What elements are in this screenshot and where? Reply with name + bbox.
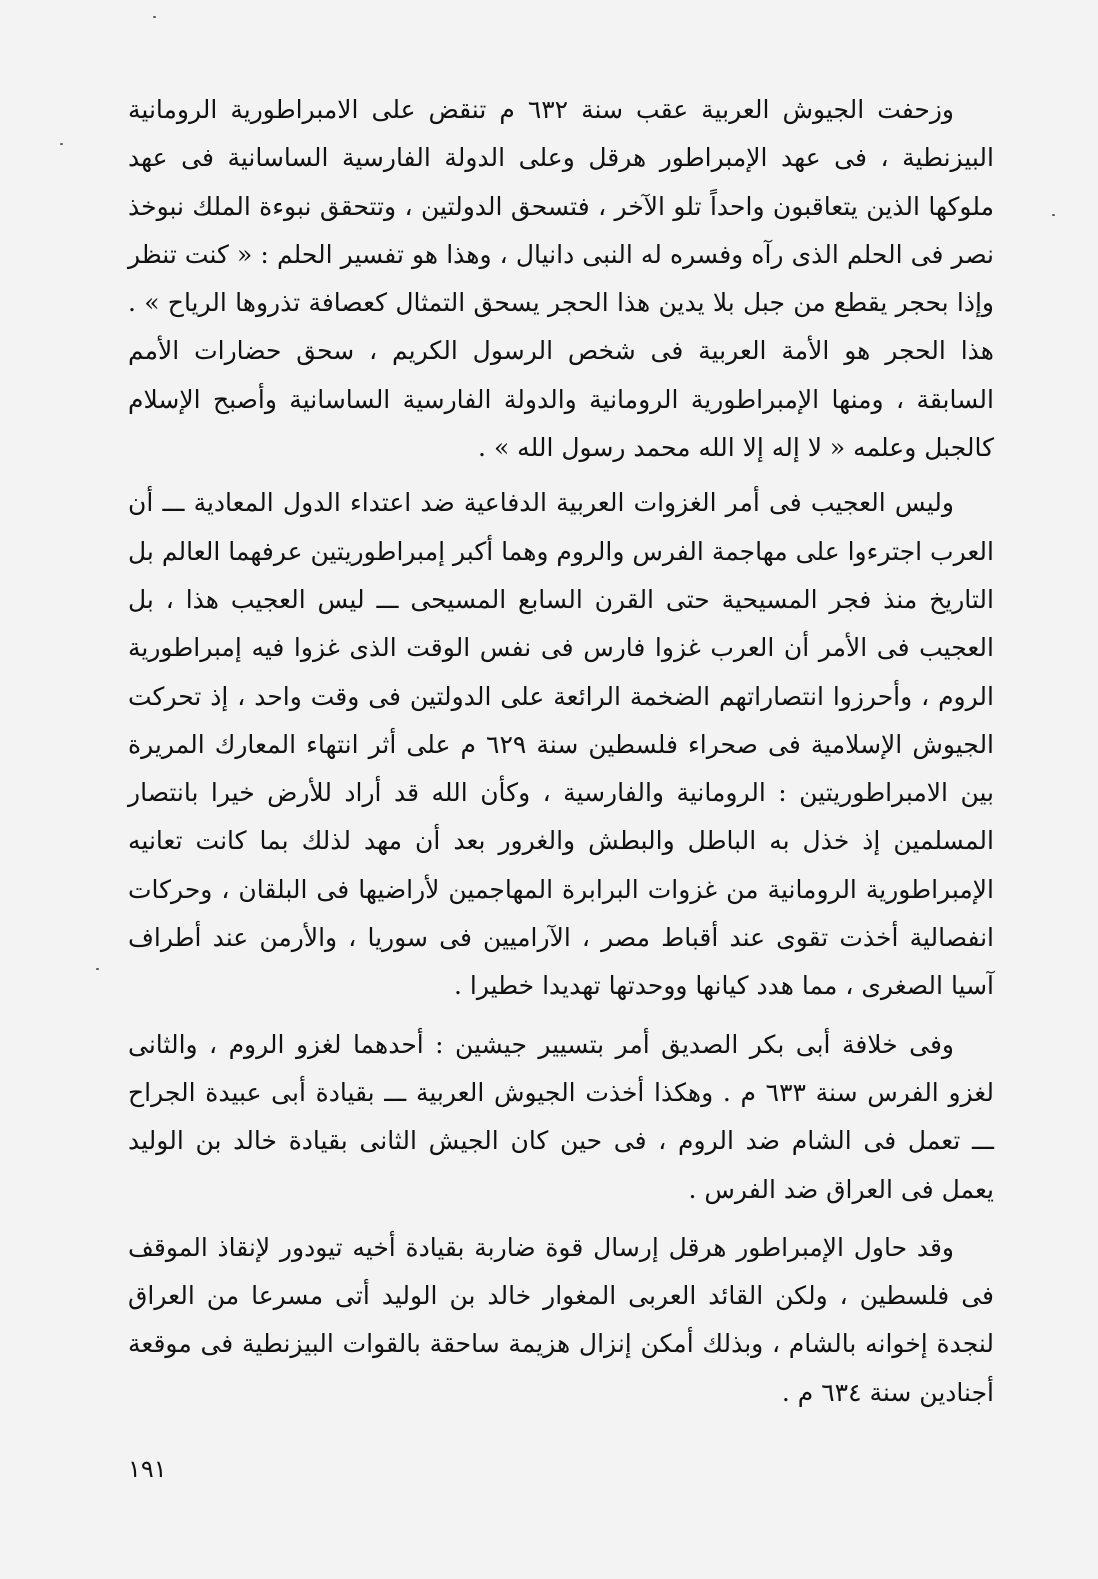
scan-speck: [1052, 214, 1055, 216]
paragraph-3: وفى خلافة أبى بكر الصديق أمر بتسيير جيشين : أحدهما لغزو الروم ، والثانى لغزو الفرس سنة ٦٣٣ م . وهكذا أخذت الجيوش العربية ـــ بقيادة أبى عبيدة الجراح ـــ تعمل فى الشام ضد الروم ، فى حين كان الجيش الثانى بقيادة خالد بن الوليد يعمل فى العراق ضد الفرس .: [128, 1029, 994, 1204]
paragraph-2: وليس العجيب فى أمر الغزوات العربية الدفاعية ضد اعتداء الدول المعادية ـــ أن العرب اجترءوا على مهاجمة الفرس والروم وهما أكبر إمبراطوريتين عرفهما العالم بل التاريخ منذ فجر المسيحية حتى القرن السابع المسيحى ـــ ليس العجيب هذا ، بل العجيب فى الأمر أن العرب غزوا فارس فى نفس الوقت الذى غزوا فيه إمبراطورية الروم ، وأحرزوا انتصاراتهم الضخمة الرائعة على الدولتين فى وقت واحد ، إذ تحركت الجيوش الإسلامية فى صحراء فلسطين سنة ٦٢٩ م على أثر انتهاء المعارك المريرة بين الامبراطوريتين : الرومانية والفارسية ، وكأن الله قد أراد للأرض خيرا بانتصار المسلمين إذ خذل به الباطل والبطش والغرور بعد أن مهد لذلك بما كانت تعانيه الإمبراطورية الرومانية من غزوات البرابرة المهاجمين لأراضيها فى البلقان ، وحركات انفصالية أخذت تقوى عند أقباط مصر ، الآراميين فى سوريا ، والأرمن عند أطراف آسيا الصغرى ، مما هدد كيانها ووحدتها تهديدا خطيرا .: [128, 488, 995, 1001]
scan-speck: [60, 143, 63, 145]
body-text: [128, 86, 994, 1424]
page-number: ١٩١: [128, 1455, 167, 1483]
scan-speck: [96, 968, 99, 970]
paragraph-1: وزحفت الجيوش العربية عقب سنة ٦٣٢ م تنقض على الامبراطورية الرومانية البيزنطية ، فى عهد الإمبراطور هرقل وعلى الدولة الفارسية الساسانية فى عهد ملوكها الذين يتعاقبون واحداً تلو الآخر ، فتسحق الدولتين ، وتتحقق نبوءة الملك نبوخذ نصر فى الحلم الذى رآه وفسره له النبى دانيال ، وهذا هو تفسير الحلم : « كنت تنظر وإذا بحجر يقطع من جبل بلا يدين هذا الحجر يسحق التمثال كعصافة تذروها الرياح » . هذا الحجر هو الأمة العربية فى شخص الرسول الكريم ، سحق حضارات الأمم السابقة ، ومنها الإمبراطورية الرومانية والدولة الفارسية الساسانية وأصبح الإسلام كالجبل وعلمه « لا إله إلا الله محمد رسول الله » .: [128, 95, 994, 463]
paragraph-4: وقد حاول الإمبراطور هرقل إرسال قوة ضاربة بقيادة أخيه تيودور لإنقاذ الموقف فى فلسطين ، ولكن القائد العربى المغوار خالد بن الوليد أتى مسرعا من العراق لنجدة إخوانه بالشام ، وبذلك أمكن إنزال هزيمة ساحقة بالقوات البيزنطية فى موقعة أجنادين سنة ٦٣٤ م .: [128, 1232, 994, 1407]
scan-speck: [153, 16, 156, 18]
